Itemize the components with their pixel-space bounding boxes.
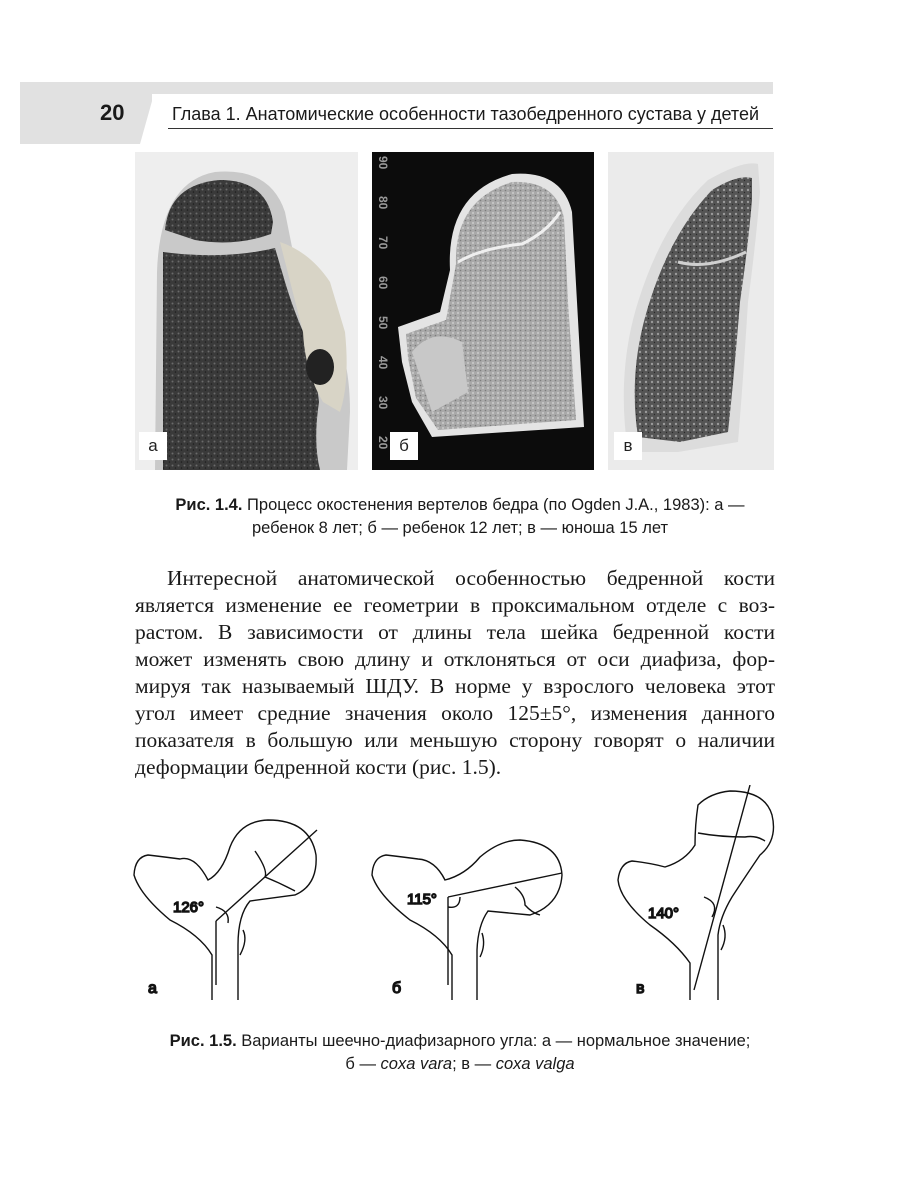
panel-label-b: б [390, 432, 418, 460]
femur-histology-8yo-image [135, 152, 358, 470]
paragraph-line: показателя в большую или меньшую сторону говорят о наличии [135, 728, 775, 752]
paragraph-line: является изменение ее геометрии в проксимальном отделе с воз- [135, 593, 775, 617]
scale-tick: 20 [376, 436, 390, 450]
paragraph-line: может изменять свою длину и отклоняться от оси диафиза, фор- [135, 647, 775, 671]
photo-panel-b [372, 152, 594, 470]
caption-line [120, 1030, 800, 1053]
caption-line [120, 494, 800, 517]
caption-text: ; в — [452, 1055, 496, 1073]
panel-label-c: в [614, 432, 642, 460]
femur-histology-15yo-image [608, 152, 774, 470]
paragraph-line: мируя так называемый ШДУ. В норме у взрослого человека этот [135, 674, 775, 698]
panel-label-a: а [139, 432, 167, 460]
paragraph-line: растом. В зависимости от длины тела шейка бедренной кости [135, 620, 775, 644]
femur-xray-12yo-image [372, 152, 594, 470]
femur-diagram-b [372, 840, 562, 1000]
neck-shaft-angle-diagrams [120, 785, 800, 1005]
term-coxa-valga: coxa valga [495, 1055, 575, 1073]
header-rule [168, 128, 773, 129]
femur-diagram-c [618, 785, 774, 1000]
paragraph-line: деформации бедренной кости (рис. 1.5). [135, 755, 502, 779]
scale-tick: 50 [376, 316, 390, 330]
page-number: 20 [100, 100, 125, 125]
chapter-title: Глава 1. Анатомические особенности тазобедренного сустава у детей [172, 104, 760, 124]
measurement-scale [374, 152, 390, 470]
scale-tick: 60 [376, 276, 390, 290]
caption-text: Варианты шеечно-диафизарного угла: а — нормальное значение; [241, 1032, 751, 1050]
caption-text: ребенок 8 лет; б — ребенок 12 лет; в — юноша 15 лет [251, 519, 669, 537]
diagram-label-c: в [636, 980, 645, 997]
paragraph-line: угол имеет средние значения около 125±5°, изменения данного [135, 701, 775, 725]
femur-diagram-a [134, 820, 317, 1000]
scale-tick: 70 [376, 236, 390, 250]
figure-1-5-caption [120, 1030, 800, 1076]
caption-number: Рис. 1.4. [175, 496, 243, 514]
angle-label-a: 126° [173, 899, 205, 916]
scale-tick: 30 [376, 396, 390, 410]
angle-label-b: 115° [407, 891, 437, 908]
scale-tick: 80 [376, 196, 390, 210]
paragraph-line: Интересной анатомической особенностью бедренной кости [167, 566, 775, 590]
caption-line [120, 1053, 800, 1076]
caption-number: Рис. 1.5. [169, 1032, 237, 1050]
photo-panel-c [608, 152, 774, 470]
scale-tick: 40 [376, 356, 390, 370]
caption-text: б — [345, 1055, 381, 1073]
body-paragraph [135, 565, 775, 781]
header-strip [150, 82, 773, 94]
scale-tick: 90 [376, 156, 390, 170]
angle-label-c: 140° [648, 905, 680, 922]
diagram-label-b: б [392, 980, 402, 997]
diagram-label-a: а [148, 980, 157, 997]
caption-text: Процесс окостенения вертелов бедра (по Ogden J.A., 1983): а — [247, 496, 745, 514]
term-coxa-vara: coxa vara [380, 1055, 453, 1073]
photo-panel-a [135, 152, 358, 470]
figure-1-4-caption [120, 494, 800, 540]
